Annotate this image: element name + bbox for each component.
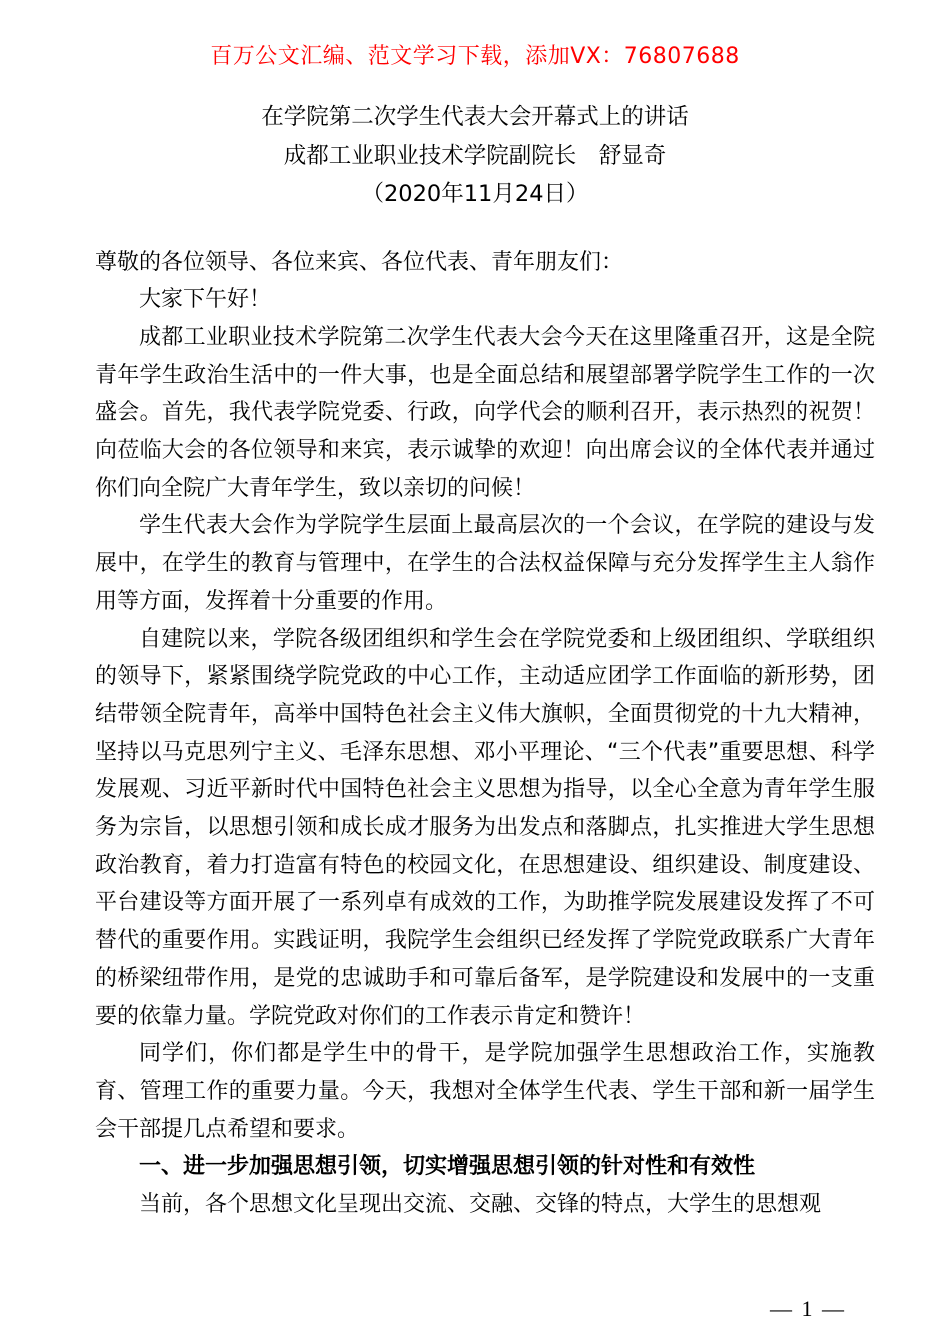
paragraph-expectations-intro: 同学们，你们都是学生中的骨干，是学院加强学生思想政治工作，实施教育、管理工作的重要力量。今天，我想对全体学生代表、学生干部和新一届学生会干部提几点希望和要求。 — [95, 1041, 875, 1142]
title-block — [0, 98, 950, 214]
greeting-line: 大家下午好！ — [139, 287, 272, 313]
section-heading-1: 一、进一步加强思想引领，切实增强思想引领的针对性和有效性 — [139, 1154, 756, 1180]
paragraph-achievements: 自建院以来，学院各级团组织和学生会在学院党委和上级团组织、学联组织的领导下，紧紧围绕学院党政的中心工作，主动适应团学工作面临的新形势，团结带领全院青年，高举中国特色社会主义伟大旗帜，全面贯彻党的十九大精神，坚持以马克思列宁主义、毛泽东思想、邓小平理论、“三个代表”重要思想、科学发展观、习近平新时代中国特色社会主义思想为指导，以全心全意为青年学生服务为宗旨，以思想引领和成长成才服务为出发点和落脚点，扎实推进大学生思想政治教育，着力打造富有特色的校园文化，在思想建设、组织建设、制度建设、平台建设等方面开展了一系列卓有成效的工作，为助推学院发展建设发挥了不可替代的重要作用。实践证明，我院学生会组织已经发挥了学院党政联系广大青年的桥梁纽带作用，是党的忠诚助手和可靠后备军，是学院建设和发展中的一支重要的依靠力量。学院党政对你们的工作表示肯定和赞许！ — [95, 626, 875, 1029]
document-speaker: 成都工业职业技术学院副院长 舒显奇 — [283, 142, 667, 169]
paragraph-opening: 成都工业职业技术学院第二次学生代表大会今天在这里隆重召开，这是全院青年学生政治生活中的一件大事，也是全面总结和展望部署学院学生工作的一次盛会。首先，我代表学院党委、行政，向学代会的顺利召开，表示热烈的祝贺！向莅临大会的各位领导和来宾，表示诚挚的欢迎！向出席会议的全体代表并通过你们向全院广大青年学生，致以亲切的问候！ — [95, 324, 875, 501]
document-title: 在学院第二次学生代表大会开幕式上的讲话 — [261, 104, 689, 130]
document-body — [95, 244, 875, 1224]
salutation-line: 尊敬的各位领导、各位来宾、各位代表、青年朋友们： — [95, 249, 624, 275]
page-number: — 1 — — [770, 1296, 846, 1321]
paragraph-congress-role: 学生代表大会作为学院学生层面上最高层次的一个会议，在学院的建设与发展中，在学生的教育与管理中，在学生的合法权益保障与充分发挥学生主人翁作用等方面，发挥着十分重要的作用。 — [95, 513, 875, 614]
document-date: （2020年11月24日） — [361, 181, 589, 207]
paragraph-current-situation: 当前，各个思想文化呈现出交流、交融、交锋的特点，大学生的思想观 — [139, 1192, 822, 1218]
promo-banner-text: 百万公文汇编、范文学习下载，添加VX：76807688 — [210, 44, 740, 69]
